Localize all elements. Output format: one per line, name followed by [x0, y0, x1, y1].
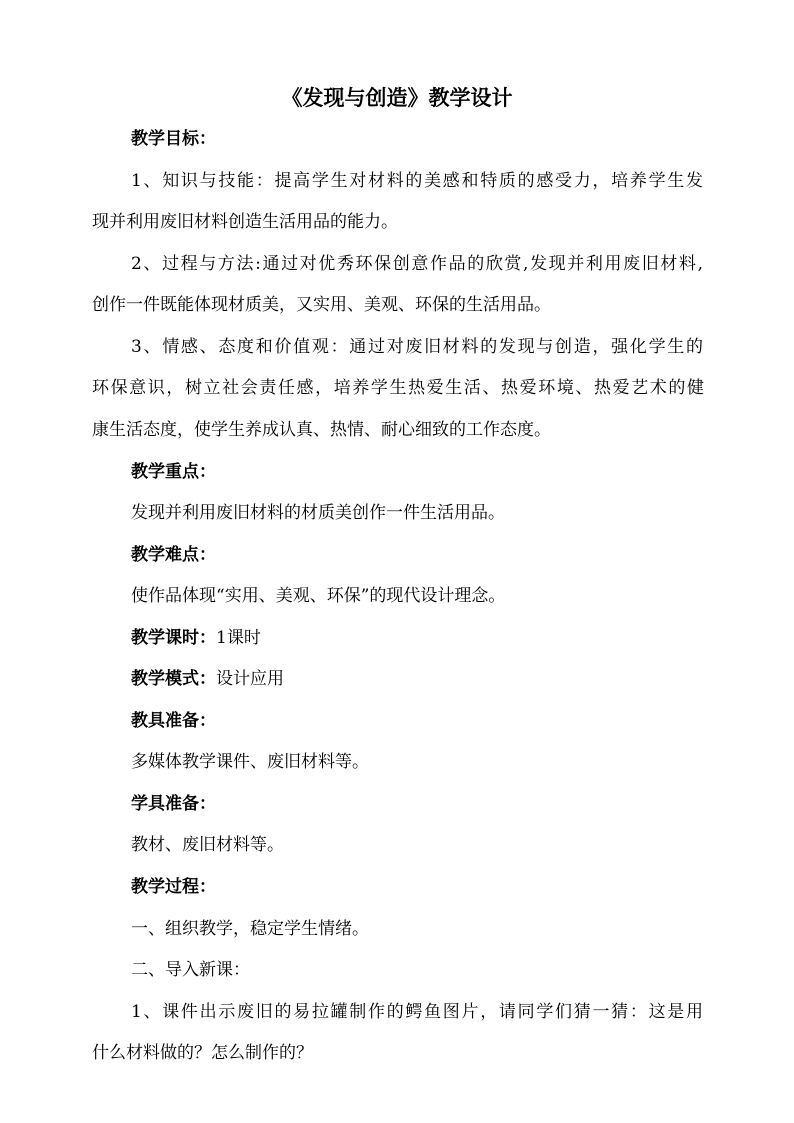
objective-2-line-1: 2、过程与方法:通过对优秀环保创意作品的欣赏,发现并利用废旧材料, [131, 254, 703, 274]
objective-1-line-2: 现并利用废旧材料创造生活用品的能力。 [92, 212, 398, 232]
process-step-2: 二、导入新课： [131, 960, 250, 980]
key-point-text: 发现并利用废旧材料的材质美创作一件生活用品。 [131, 503, 505, 523]
student-tools-text: 教材、废旧材料等。 [131, 835, 284, 855]
process-item-1-line-2: 什么材料做的？怎么制作的？ [92, 1043, 313, 1063]
hours-value: 1课时 [216, 628, 261, 648]
difficulty-heading: 教学难点： [131, 545, 216, 565]
key-point-heading: 教学重点： [131, 462, 216, 482]
difficulty-text: 使作品体现“实用、美观、环保”的现代设计理念。 [131, 586, 506, 606]
hours-row [131, 626, 261, 650]
teacher-tools-heading: 教具准备： [131, 711, 216, 731]
objective-3-line-1: 3、情感、态度和价值观：通过对废旧材料的发现与创造，强化学生的 [131, 337, 703, 357]
mode-value: 设计应用 [216, 669, 284, 689]
teacher-tools-text: 多媒体教学课件、废旧材料等。 [131, 752, 369, 772]
process-heading: 教学过程： [131, 877, 216, 897]
objective-1-line-1: 1、知识与技能：提高学生对材料的美感和特质的感受力，培养学生发 [131, 171, 703, 191]
document-title: 《发现与创造》教学设计 [281, 85, 513, 110]
student-tools-heading: 学具准备： [131, 794, 216, 814]
mode-label: 教学模式： [131, 669, 216, 689]
objective-2-line-2: 创作一件既能体现材质美，又实用、美观、环保的生活用品。 [92, 295, 551, 315]
objectives-heading: 教学目标： [131, 129, 216, 149]
hours-label: 教学课时： [131, 628, 216, 648]
objective-3-line-2: 环保意识，树立社会责任感，培养学生热爱生活、热爱环境、热爱艺术的健 [92, 378, 704, 398]
process-item-1-line-1: 1、课件出示废旧的易拉罐制作的鳄鱼图片，请同学们猜一猜：这是用 [131, 1002, 703, 1022]
mode-row [131, 667, 284, 691]
objective-3-line-3: 康生活态度，使学生养成认真、热情、耐心细致的工作态度。 [92, 420, 551, 440]
process-step-1: 一、组织教学，稳定学生情绪。 [131, 919, 369, 939]
